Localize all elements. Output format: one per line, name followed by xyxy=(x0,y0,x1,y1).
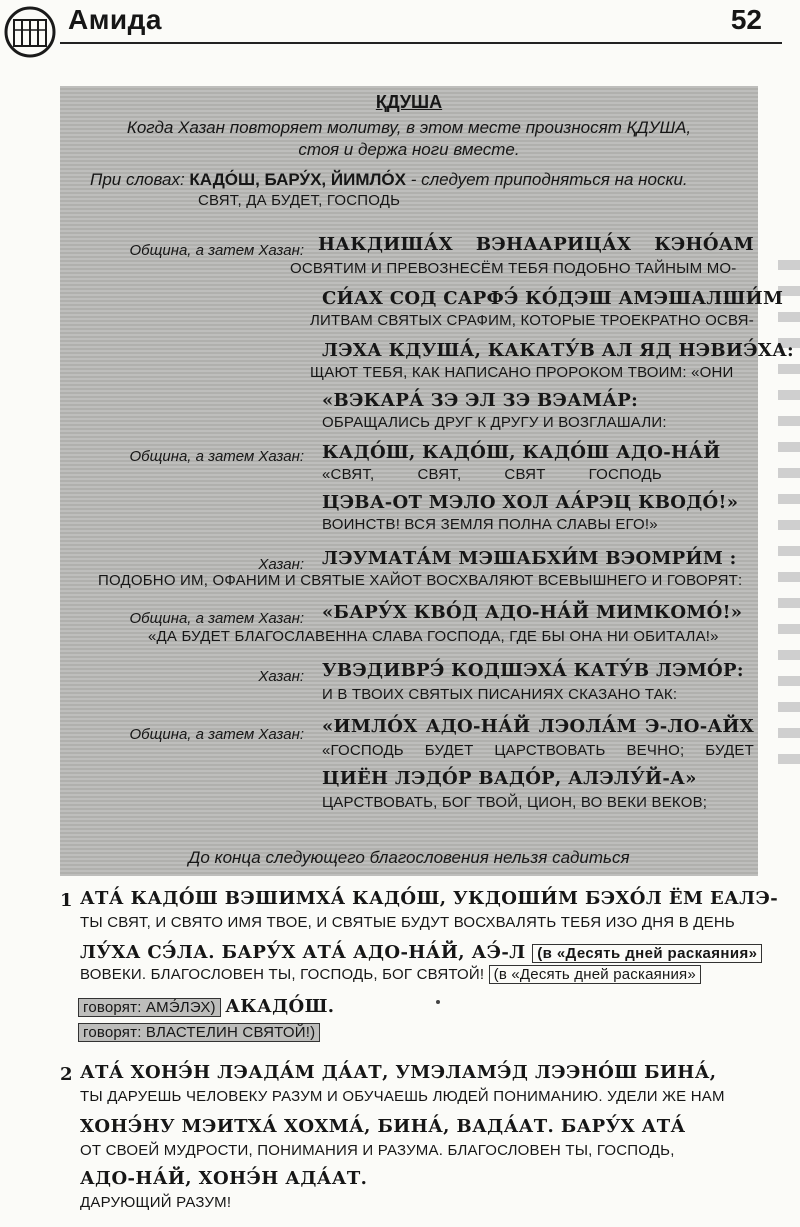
translation-line: ВОИНСТВ! ВСЯ ЗЕМЛЯ ПОЛНА СЛАВЫ ЕГО!» xyxy=(322,516,658,533)
translation-line: «ДА БУДЕТ БЛАГОСЛАВЕННА СЛАВА ГОСПОДА, ГДЕ БЫ ОНА НИ ОБИТАЛА!» xyxy=(148,628,719,645)
hebrew-line: ЦИЁН ЛЭДО́Р ВАДО́Р, АЛЭЛУ́Й-А» xyxy=(322,768,697,789)
hebrew-line: ЛУ́ХА СЭ́ЛА. БАРУ́Х АТА́ АДО-НА́Й, АЭ́-Л (в «Десять дней раскаяния» xyxy=(80,942,762,963)
section-title: Амида xyxy=(68,4,162,35)
instruction-translation: СВЯТ, ДА БУДЕТ, ГОСПОДЬ xyxy=(198,192,401,209)
note-box: говорят: АМЭ́ЛЭХ) xyxy=(78,998,221,1017)
hebrew-line: АТА́ КАДО́Ш ВЭШИМХА́ КАДО́Ш, УКДОШИ́М БЭХО́Л ЁМ ЕАЛЭ- xyxy=(80,888,779,909)
translation-line: «СВЯТ, СВЯТ, СВЯТ ГОСПОДЬ xyxy=(322,466,662,483)
translation-line: ДАРУЮЩИЙ РАЗУМ! xyxy=(80,1194,232,1211)
header-rule xyxy=(60,42,782,44)
hebrew-line: АДО-НА́Й, ХОНЭ́Н АДА́АТ. xyxy=(80,1168,368,1189)
row-label: Хазан: xyxy=(258,556,304,573)
instruction-line xyxy=(90,170,688,190)
blessing-number: 2 xyxy=(60,1064,73,1085)
hebrew-line: говорят: АМЭ́ЛЭХ) АКАДО́Ш. xyxy=(78,996,334,1017)
translation-line: ЛИТВАМ СВЯТЫХ СРАФИМ, КОТОРЫЕ ТРОЕКРАТНО ОСВЯ- xyxy=(310,312,754,329)
row-label: Община, а затем Хазан: xyxy=(129,610,304,627)
translation-line: И В ТВОИХ СВЯТЫХ ПИСАНИЯХ СКАЗАНО ТАК: xyxy=(322,686,678,703)
row-label: Община, а затем Хазан: xyxy=(129,726,304,743)
hebrew-line: СИ́АХ СОД САРФЭ́ КО́ДЭШ АМЭШАЛШИ́М xyxy=(322,288,784,309)
row-label: Община, а затем Хазан: xyxy=(129,448,304,465)
translation-line: ЦАРСТВОВАТЬ, БОГ ТВОЙ, ЦИОН, ВО ВЕКИ ВЕКОВ; xyxy=(322,794,708,811)
hebrew-line: «БАРУ́Х КВО́Д АДО-НА́Й МИМКОМО́!» xyxy=(322,602,743,623)
blessing-number: 1 xyxy=(60,890,73,911)
siddur-logo-icon xyxy=(4,6,56,58)
instruction-suffix: - следует приподняться на носки. xyxy=(410,170,688,189)
hebrew-line: ХОНЭ́НУ МЭИТХА́ ХОХМА́, БИНА́, ВАДА́АТ. БАРУ́Х АТА́ xyxy=(80,1116,686,1137)
hebrew-line: ЛЭУМАТА́М МЭШАБХИ́М ВЭОМРИ́М : xyxy=(322,548,737,569)
intro-line: Когда Хазан повторяет молитву, в этом месте произносят ҚДУША, xyxy=(126,118,692,137)
translation-line: ОСВЯТИМ И ПРЕВОЗНЕСЁМ ТЕБЯ ПОДОБНО ТАЙНЫМ МО- xyxy=(290,260,737,277)
row-label: Хазан: xyxy=(258,668,304,685)
row-label: Община, а затем Хазан: xyxy=(129,242,304,259)
translation-line: ТЫ СВЯТ, И СВЯТО ИМЯ ТВОЕ, И СВЯТЫЕ БУДУТ ВОСХВАЛЯТЬ ТЕБЯ ИЗО ДНЯ В ДЕНЬ xyxy=(80,914,735,931)
note-box: (в «Десять дней раскаяния» xyxy=(532,944,762,963)
scan-speck xyxy=(436,1000,440,1004)
hebrew-line: «ИМЛО́Х АДО-НА́Й ЛЭОЛА́М Э-ЛО-АЙХ xyxy=(322,716,754,737)
box-heading: ҚДУША xyxy=(375,92,443,112)
translation-line xyxy=(78,1024,320,1041)
kdusha-box xyxy=(60,86,795,876)
translation-line: ПОДОБНО ИМ, ОФАНИМ И СВЯТЫЕ ХАЙОТ ВОСХВАЛЯЮТ ВСЕВЫШНЕГО И ГОВОРЯТ: xyxy=(98,572,743,589)
box-footer-note: До конца следующего благословения нельзя садиться xyxy=(188,848,630,867)
hebrew-line: АТА́ ХОНЭ́Н ЛЭАДА́М ДА́АТ, УМЭЛАМЭ́Д ЛЭЭНО́Ш БИНА́, xyxy=(80,1062,717,1083)
instruction-prefix: При словах: xyxy=(90,170,185,189)
instruction-words: КАДО́Ш, БАРУ́Х, ЙИМЛО́Х xyxy=(189,170,406,189)
page-number: 52 xyxy=(730,4,762,35)
note-box: говорят: ВЛАСТЕЛИН СВЯТОЙ!) xyxy=(78,1023,320,1042)
translation-line: ТЫ ДАРУЕШЬ ЧЕЛОВЕКУ РАЗУМ И ОБУЧАЕШЬ ЛЮДЕЙ ПОНИМАНИЮ. УДЕЛИ ЖЕ НАМ xyxy=(80,1088,725,1105)
note-box: (в «Десять дней раскаяния» xyxy=(489,965,701,984)
translation-line: ВОВЕКИ. БЛАГОСЛОВЕН ТЫ, ГОСПОДЬ, БОГ СВЯТОЙ! (в «Десять дней раскаяния» xyxy=(80,966,701,983)
hebrew-line: УВЭДИВРЭ́ КОДШЭХА́ КАТУ́В ЛЭМО́Р: xyxy=(322,660,744,681)
hebrew-line: КАДО́Ш, КАДО́Ш, КАДО́Ш АДО-НА́Й xyxy=(322,442,721,463)
translation-line: ОБРАЩАЛИСЬ ДРУГ К ДРУГУ И ВОЗГЛАШАЛИ: xyxy=(322,414,667,431)
page-header xyxy=(0,0,800,60)
translation-line: ЩАЮТ ТЕБЯ, КАК НАПИСАНО ПРОРОКОМ ТВОИМ: «ОНИ xyxy=(310,364,734,381)
hebrew-line: «ВЭКАРА́ ЗЭ ЭЛ ЗЭ ВЭАМА́Р: xyxy=(322,390,639,411)
hebrew-line: НАКДИША́Х ВЭНААРИЦА́Х КЭНО́АМ xyxy=(318,234,754,255)
translation-line: ОТ СВОЕЙ МУДРОСТИ, ПОНИМАНИЯ И РАЗУМА. БЛАГОСЛОВЕН ТЫ, ГОСПОДЬ, xyxy=(80,1142,675,1159)
translation-line: «ГОСПОДЬ БУДЕТ ЦАРСТВОВАТЬ ВЕЧНО; БУДЕТ xyxy=(322,742,754,759)
hebrew-line: ЛЭХА КДУША́, КАКАТУ́В АЛ ЯД НЭВИЭ́ХА: xyxy=(322,340,795,361)
hebrew-line: ЦЭВА-ОТ МЭЛО ХОЛ АА́РЭЦ КВОДО́!» xyxy=(322,492,739,513)
intro-line: стоя и держа ноги вместе. xyxy=(298,140,520,159)
